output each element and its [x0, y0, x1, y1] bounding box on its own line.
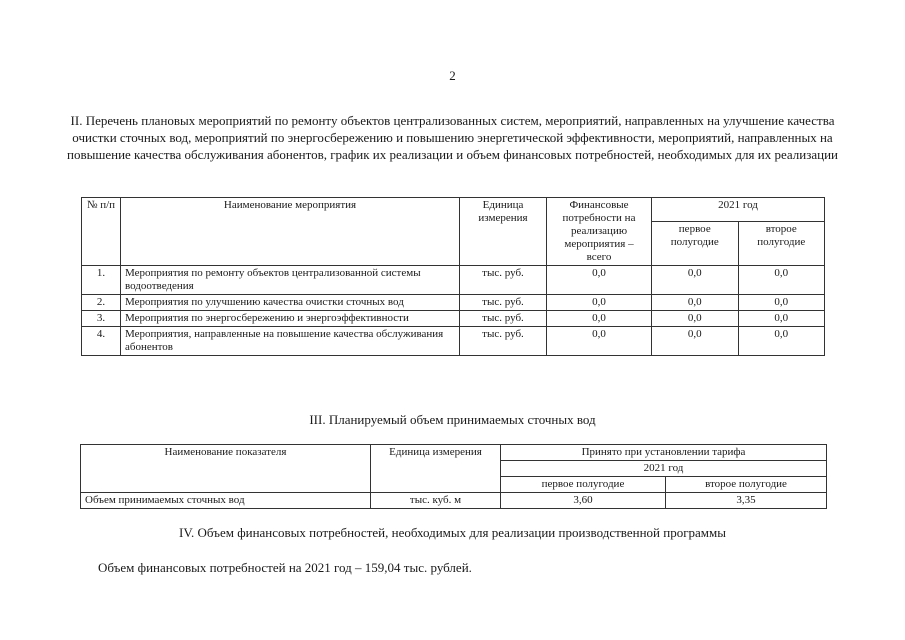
- table-header-row: [81, 445, 827, 461]
- header-total: Финансовые потребности на реализацию мероприятия – всего: [547, 198, 652, 266]
- row-total: 0,0: [547, 311, 652, 327]
- table-row: [82, 266, 825, 295]
- row-half2: 3,35: [666, 493, 827, 509]
- row-unit: тыс. руб.: [460, 295, 547, 311]
- row-half2: 0,0: [738, 266, 825, 295]
- header-unit: Единица измерения: [371, 445, 501, 493]
- row-num: 1.: [82, 266, 121, 295]
- header-indicator: Наименование показателя: [81, 445, 371, 493]
- row-name: Мероприятия по ремонту объектов централизованной системы водоотведения: [121, 266, 460, 295]
- row-half1: 0,0: [652, 327, 739, 356]
- header-year: 2021 год: [501, 461, 827, 477]
- row-total: 0,0: [547, 266, 652, 295]
- row-name: Мероприятия по улучшению качества очистки сточных вод: [121, 295, 460, 311]
- row-name: Мероприятия по энергосбережению и энергоэффективности: [121, 311, 460, 327]
- row-total: 0,0: [547, 327, 652, 356]
- header-half1: первое полугодие: [652, 222, 739, 266]
- row-half1: 3,60: [501, 493, 666, 509]
- row-half2: 0,0: [738, 311, 825, 327]
- table-row: [81, 493, 827, 509]
- wastewater-volume-table: [80, 444, 827, 509]
- row-unit: тыс. куб. м: [371, 493, 501, 509]
- table-header-row: [82, 198, 825, 222]
- table-row: [82, 295, 825, 311]
- header-half2: второе полугодие: [666, 477, 827, 493]
- row-num: 2.: [82, 295, 121, 311]
- table-row: [82, 327, 825, 356]
- row-half1: 0,0: [652, 295, 739, 311]
- row-unit: тыс. руб.: [460, 327, 547, 356]
- header-num: № п/п: [82, 198, 121, 266]
- row-half2: 0,0: [738, 295, 825, 311]
- row-unit: тыс. руб.: [460, 311, 547, 327]
- row-name: Мероприятия, направленные на повышение качества обслуживания абонентов: [121, 327, 460, 356]
- row-half1: 0,0: [652, 311, 739, 327]
- row-half2: 0,0: [738, 327, 825, 356]
- table-row: [82, 311, 825, 327]
- header-half1: первое полугодие: [501, 477, 666, 493]
- page-number: 2: [449, 68, 456, 83]
- activities-table: [81, 197, 825, 356]
- header-name: Наименование мероприятия: [121, 198, 460, 266]
- row-unit: тыс. руб.: [460, 266, 547, 295]
- row-total: 0,0: [547, 295, 652, 311]
- header-unit: Единица измерения: [460, 198, 547, 266]
- section-2-title: II. Перечень плановых мероприятий по ремонту объектов централизованных систем, мероприятий, направленных на улучшение качества очистки сточных вод, мероприятий по энергосбережению и повышению энергетической эффективности, мероприятий, направленных на повышение качества обслуживания абонентов, график их реализации и объем финансовых потребностей, необходимых для их реализации: [67, 113, 838, 162]
- header-half2: второе полугодие: [738, 222, 825, 266]
- financial-summary: Объем финансовых потребностей на 2021 год – 159,04 тыс. рублей.: [98, 560, 472, 575]
- header-accepted: Принято при установлении тарифа: [501, 445, 827, 461]
- row-num: 4.: [82, 327, 121, 356]
- header-year: 2021 год: [652, 198, 825, 222]
- section-4-title: IV. Объем финансовых потребностей, необходимых для реализации производственной программы: [179, 525, 726, 540]
- row-num: 3.: [82, 311, 121, 327]
- section-3-title: III. Планируемый объем принимаемых сточных вод: [309, 412, 596, 427]
- row-indicator: Объем принимаемых сточных вод: [81, 493, 371, 509]
- row-half1: 0,0: [652, 266, 739, 295]
